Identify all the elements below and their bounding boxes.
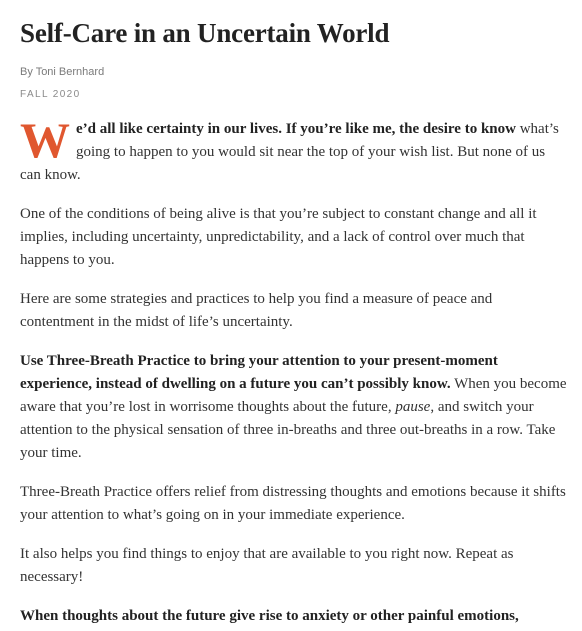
practice-paragraph [20, 350, 568, 465]
next-section-bold: When thoughts about the future give rise to anxiety or other painful emotions, [20, 608, 519, 624]
intro-bold-text: e’d all like certainty in our lives. If you’re like me, the desire to know [76, 121, 516, 137]
body-paragraph: One of the conditions of being alive is that you’re subject to constant change and all it implies, including uncertainty, unpredictability, and a lack of control over much that happens to you. [20, 206, 537, 268]
practice-italic-word: pause [395, 399, 431, 415]
issue-season: FALL 2020 [20, 89, 81, 100]
practice-heading-bold: Use Three-Breath Practice to bring your attention to your present-moment experience, instead of dwelling on a future you can’t possibly know. [20, 353, 498, 392]
body-paragraph: Three-Breath Practice offers relief from distressing thoughts and emotions because it shifts your attention to what’s going on in your immediate experience. [20, 484, 566, 523]
body-paragraph: Here are some strategies and practices to help you find a measure of peace and contentment in the midst of life’s uncertainty. [20, 291, 493, 330]
author-byline[interactable]: By Toni Bernhard [20, 66, 105, 78]
drop-cap: W [20, 112, 70, 168]
intro-paragraph [20, 112, 568, 187]
body-paragraph: It also helps you find things to enjoy that are available to you right now. Repeat as necessary! [20, 546, 514, 585]
intro-text: what’s going to happen to you would sit near the top of your wish list. But none of us can know. [20, 121, 559, 183]
practice-text-continued: , and switch your attention to the physical sensation of three in-breaths and three out-breaths in a row. Take your time. [20, 399, 556, 461]
article-title: Self-Care in an Uncertain World [20, 18, 390, 48]
practice-text: When you become aware that you’re lost in worrisome thoughts about the future, [20, 376, 567, 415]
article-body [20, 112, 568, 631]
